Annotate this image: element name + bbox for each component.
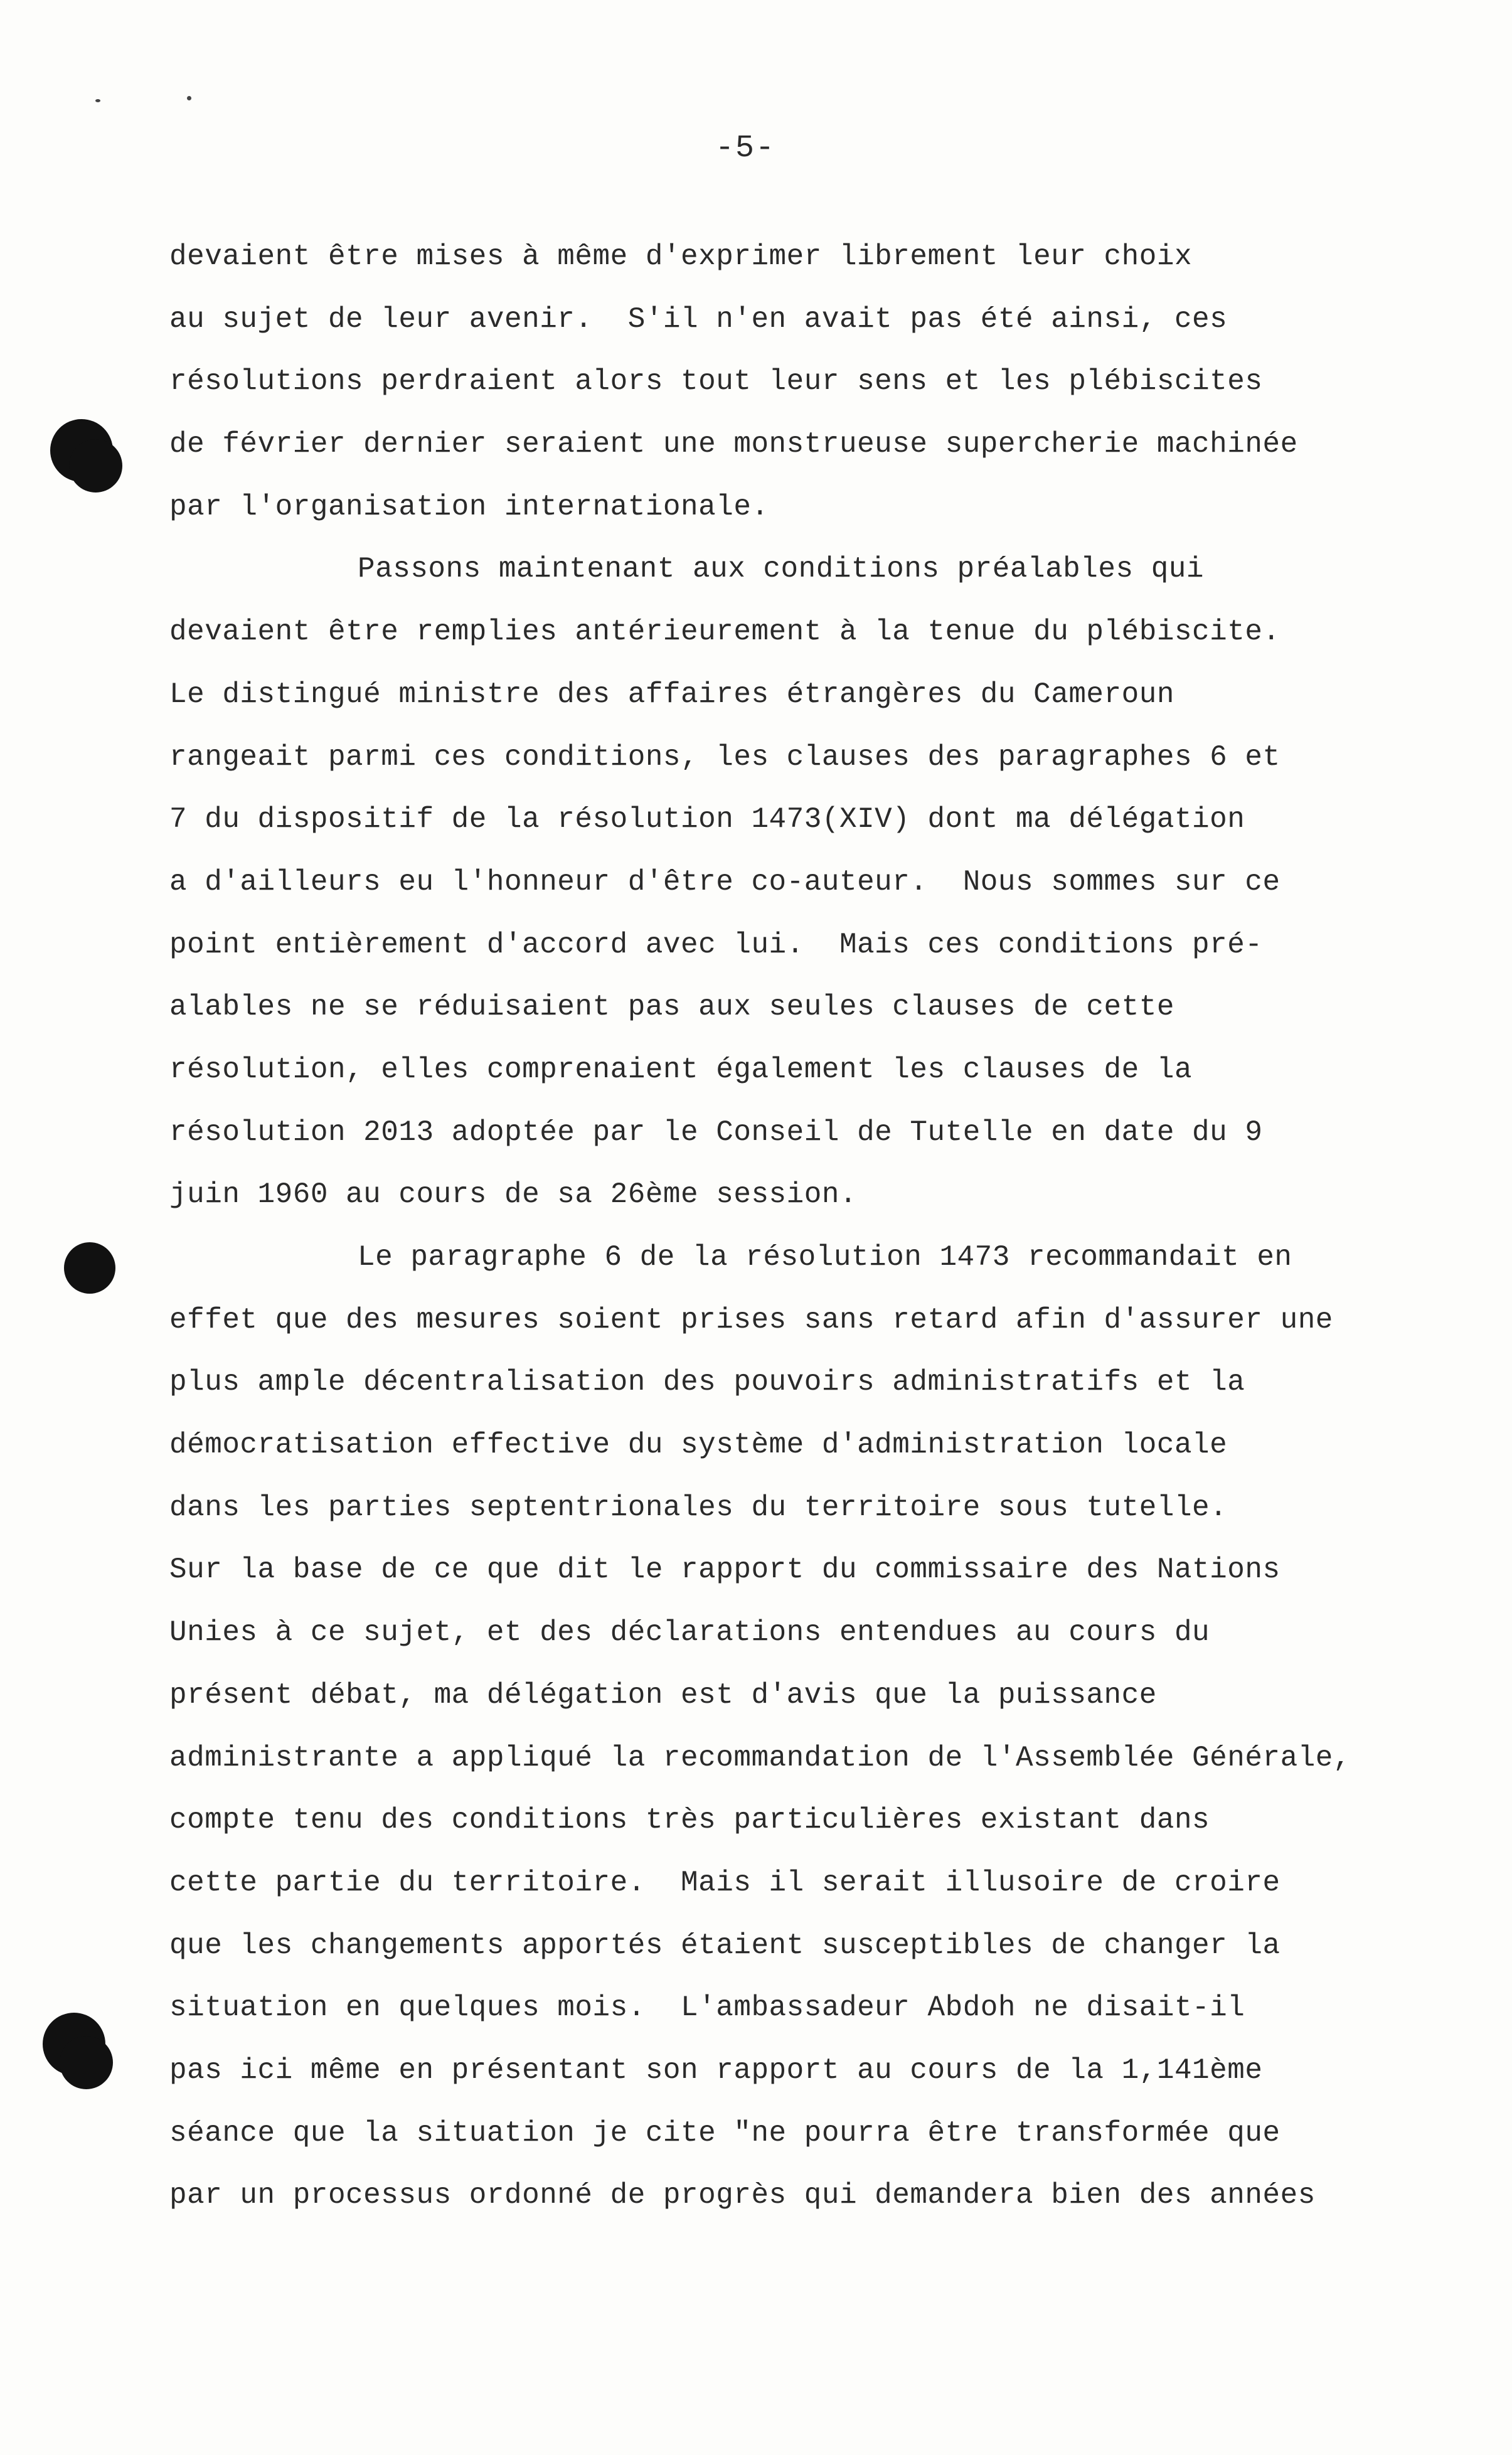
text-line: pas ici même en présentant son rapport au cours de la 1,141ème [169, 2053, 1263, 2087]
text-line: juin 1960 au cours de sa 26ème session. [169, 1178, 858, 1212]
text-line: au sujet de leur avenir. S'il n'en avait pas été ainsi, ces [169, 302, 1228, 336]
text-line: devaient être mises à même d'exprimer librement leur choix [169, 240, 1193, 273]
text-line: compte tenu des conditions très particulières existant dans [169, 1804, 1210, 1837]
text-line: par l'organisation internationale. [169, 490, 769, 523]
scan-speck [187, 96, 191, 100]
text-line: résolution 2013 adoptée par le Conseil de Tutelle en date du 9 [169, 1116, 1263, 1149]
text-line: présent débat, ma délégation est d'avis que la puissance [169, 1678, 1157, 1712]
text-line: Unies à ce sujet, et des déclarations entendues au cours du [169, 1616, 1210, 1649]
punch-hole-middle [64, 1242, 115, 1294]
text-line: situation en quelques mois. L'ambassadeur Abdoh ne disait-il [169, 1991, 1245, 2025]
paragraph-start-line: Passons maintenant aux conditions préalables qui [358, 553, 1205, 586]
text-line: alables ne se réduisaient pas aux seules clauses de cette [169, 991, 1174, 1024]
scan-speck [95, 99, 100, 102]
document-body [169, 226, 1449, 2227]
text-line: plus ample décentralisation des pouvoirs administratifs et la [169, 1366, 1245, 1399]
text-line: résolution, elles comprenaient également les clauses de la [169, 1053, 1193, 1086]
text-line: de février dernier seraient une monstrueuse supercherie machinée [169, 428, 1298, 461]
text-line: séance que la situation je cite "ne pourra être transformée que [169, 2116, 1280, 2149]
punch-hole-top-shadow [69, 439, 122, 493]
page-number: -5- [715, 130, 776, 166]
text-line: résolutions perdraient alors tout leur sens et les plébiscites [169, 365, 1263, 398]
text-line: cette partie du territoire. Mais il serait illusoire de croire [169, 1866, 1280, 1899]
text-line: 7 du dispositif de la résolution 1473(XIV) dont ma délégation [169, 803, 1245, 836]
text-line: démocratisation effective du système d'administration locale [169, 1429, 1228, 1462]
text-line: point entièrement d'accord avec lui. Mais ces conditions pré- [169, 928, 1263, 961]
text-line: dans les parties septentrionales du territoire sous tutelle. [169, 1491, 1228, 1524]
text-line: a d'ailleurs eu l'honneur d'être co-auteur. Nous sommes sur ce [169, 865, 1280, 898]
text-line: Sur la base de ce que dit le rapport du commissaire des Nations [169, 1553, 1280, 1587]
text-line: par un processus ordonné de progrès qui demandera bien des années [169, 2179, 1316, 2212]
text-line: que les changements apportés étaient susceptibles de changer la [169, 1929, 1280, 1962]
punch-hole-bottom-shadow [60, 2036, 113, 2089]
text-line: rangeait parmi ces conditions, les clauses des paragraphes 6 et [169, 740, 1280, 774]
text-line: devaient être remplies antérieurement à la tenue du plébiscite. [169, 615, 1280, 649]
text-line: Le distingué ministre des affaires étrangères du Cameroun [169, 678, 1174, 711]
text-line: administrante a appliqué la recommandation de l'Assemblée Générale, [169, 1741, 1351, 1774]
text-line: effet que des mesures soient prises sans retard afin d'assurer une [169, 1303, 1333, 1336]
paragraph-start-line: Le paragraphe 6 de la résolution 1473 recommandait en [358, 1241, 1292, 1274]
